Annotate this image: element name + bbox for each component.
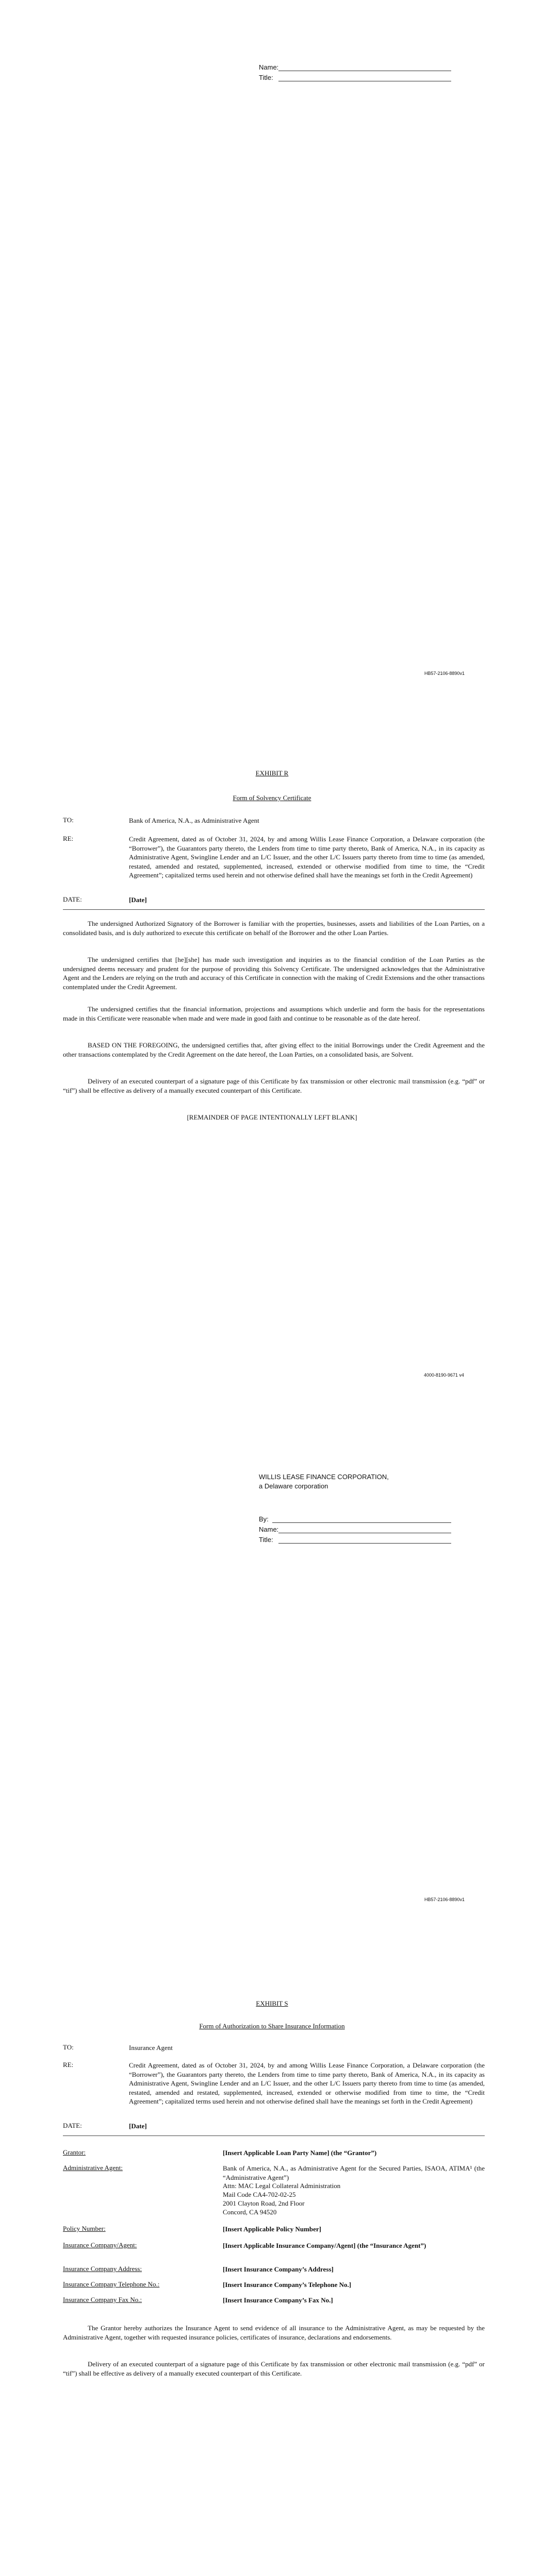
title-label: Title: xyxy=(259,1536,273,1544)
paragraph: Delivery of an executed counterpart of a signature page of this Certificate by fax transmission or other electronic mail transmission (e.g. “pdf” or “tif”) shall be effective as delivery of a manually executed counterpart of this Certificate. xyxy=(63,1077,485,1094)
to-value: Insurance Agent xyxy=(129,2044,173,2052)
grantor-label: Grantor: xyxy=(63,2148,86,2156)
date-value: [Date] xyxy=(129,2122,147,2130)
name-label: Name: xyxy=(259,1526,279,1533)
to-value: Bank of America, N.A., as Administrative Agent xyxy=(129,817,259,824)
agent-address-line: Mail Code CA4-702-02-25 xyxy=(223,2191,296,2198)
date-value: [Date] xyxy=(129,896,147,904)
title-label: Title: xyxy=(259,74,273,81)
to-label: TO: xyxy=(63,816,74,824)
admin-agent-value: Bank of America, N.A., as Administrative Agent for the Secured Parties, ISAOA, ATIMA¹ (the “Administrative Agent”) xyxy=(223,2164,485,2181)
insurance-phone-label: Insurance Company Telephone No.: xyxy=(63,2280,160,2288)
agent-address-line: Attn: MAC Legal Collateral Administration xyxy=(223,2182,341,2190)
re-value: Credit Agreement, dated as of October 31, 2024, by and among Willis Lease Finance Corporation, a Delaware corporation (the “Borrower”), the Guarantors party thereto, the Lenders from time to time party thereto, Bank of America, N.A., in its capacity as Administrative Agent, Swingline Lender and an L/C Issuer, and the other L/C Issuers party thereto from time to time (as amended, restated, amended and restated, supplemented, increased, extended or otherwise modified from time to time, the “Credit Agreement”; capitalized terms used herein and not otherwise defined shall have the meanings set forth in the Credit Agreement) xyxy=(129,2061,485,2106)
insurance-address-value: [Insert Insurance Company’s Address] xyxy=(223,2265,334,2273)
policy-number-value: [Insert Applicable Policy Number] xyxy=(223,2225,322,2233)
re-label: RE: xyxy=(63,2061,74,2069)
insurance-fax-label: Insurance Company Fax No.: xyxy=(63,2296,142,2303)
name-label: Name: xyxy=(259,63,279,71)
remainder-note: [REMAINDER OF PAGE INTENTIONALLY LEFT BLANK] xyxy=(187,1113,357,1121)
insurance-agent-value: [Insert Applicable Insurance Company/Agent] (the “Insurance Agent”) xyxy=(223,2242,426,2249)
exhibit-heading: EXHIBIT S xyxy=(256,1999,288,2007)
paragraph: The undersigned certifies that [he][she] has made such investigation and inquiries as to the financial condition of the Loan Parties as the undersigned deems necessary and prudent for the purpose of providing this Solvency Certificate. The undersigned acknowledges that the Administrative Agent and the Lenders are relying on the truth and accuracy of this Certificate in connection with the making of Credit Extensions and the other transactions contemplated under the Credit Agreement. xyxy=(63,956,485,991)
grantor-value: [Insert Applicable Loan Party Name] (the “Grantor”) xyxy=(223,2149,377,2157)
date-label: DATE: xyxy=(63,2122,82,2129)
policy-number-label: Policy Number: xyxy=(63,2225,106,2232)
doc-id: 4000-8190-9671 v4 xyxy=(424,1372,465,1378)
agent-address-line: 2001 Clayton Road, 2nd Floor xyxy=(223,2199,305,2207)
by-label: By: xyxy=(259,1515,269,1523)
insurance-agent-label: Insurance Company/Agent: xyxy=(63,2241,137,2249)
divider xyxy=(63,909,485,910)
admin-agent-label: Administrative Agent: xyxy=(63,2164,123,2172)
insurance-address-label: Insurance Company Address: xyxy=(63,2265,142,2273)
by-line xyxy=(272,1522,451,1523)
paragraph: The Grantor hereby authorizes the Insurance Agent to send evidence of all insurance to the Administrative Agent, as may be requested by the Administrative Agent, together with requested insurance policies, certificates of insurance, declarations and endorsements. xyxy=(63,2324,485,2341)
re-value: Credit Agreement, dated as of October 31, 2024, by and among Willis Lease Finance Corporation, a Delaware corporation (the “Borrower”), the Guarantors party thereto, the Lenders from time to time party thereto, Bank of America, N.A., in its capacity as Administrative Agent, Swingline Lender and an L/C Issuer, and the other L/C Issuers party thereto from time to time (as amended, restated, amended and restated, supplemented, increased, extended or otherwise modified from time to time, the “Credit Agreement”; capitalized terms used herein and not otherwise defined shall have the meanings set forth in the Credit Agreement) xyxy=(129,835,485,879)
exhibit-subheading: Form of Authorization to Share Insurance Information xyxy=(199,2022,345,2030)
insurance-phone-value: [Insert Insurance Company’s Telephone No.] xyxy=(223,2281,352,2289)
title-line xyxy=(278,1543,451,1544)
company-sub: a Delaware corporation xyxy=(259,1482,328,1490)
doc-id: HB57-2106-8890v1 xyxy=(424,671,465,676)
exhibit-subheading: Form of Solvency Certificate xyxy=(233,794,311,802)
exhibit-heading: EXHIBIT R xyxy=(255,769,289,777)
re-label: RE: xyxy=(63,835,74,842)
doc-id: HB57-2106-8890v1 xyxy=(424,1897,465,1902)
to-label: TO: xyxy=(63,2043,74,2051)
paragraph: Delivery of an executed counterpart of a signature page of this Certificate by fax transmission or other electronic mail transmission (e.g. “pdf” or “tif”) shall be effective as delivery of a manually executed counterpart of this Certificate. xyxy=(63,2360,485,2377)
paragraph: The undersigned certifies that the financial information, projections and assumptions which underlie and form the basis for the representations made in this Certificate were reasonable when made and were made in good faith and continue to be reasonable as of the date hereof. xyxy=(63,1005,485,1022)
date-label: DATE: xyxy=(63,895,82,903)
company-name: WILLIS LEASE FINANCE CORPORATION, xyxy=(259,1473,389,1481)
paragraph: BASED ON THE FOREGOING, the undersigned certifies that, after giving effect to the initial Borrowings under the Credit Agreement and the other transactions contemplated by the Credit Agreement on the date hereof, the Loan Parties, on a consolidated basis, are Solvent. xyxy=(63,1041,485,1058)
agent-address-line: Concord, CA 94520 xyxy=(223,2208,277,2216)
insurance-fax-value: [Insert Insurance Company’s Fax No.] xyxy=(223,2296,333,2304)
paragraph: The undersigned Authorized Signatory of the Borrower is familiar with the properties, businesses, assets and liabilities of the Loan Parties, on a consolidated basis, and is duly authorized to execute this certificate on behalf of the Borrower and the other Loan Parties. xyxy=(63,920,485,937)
